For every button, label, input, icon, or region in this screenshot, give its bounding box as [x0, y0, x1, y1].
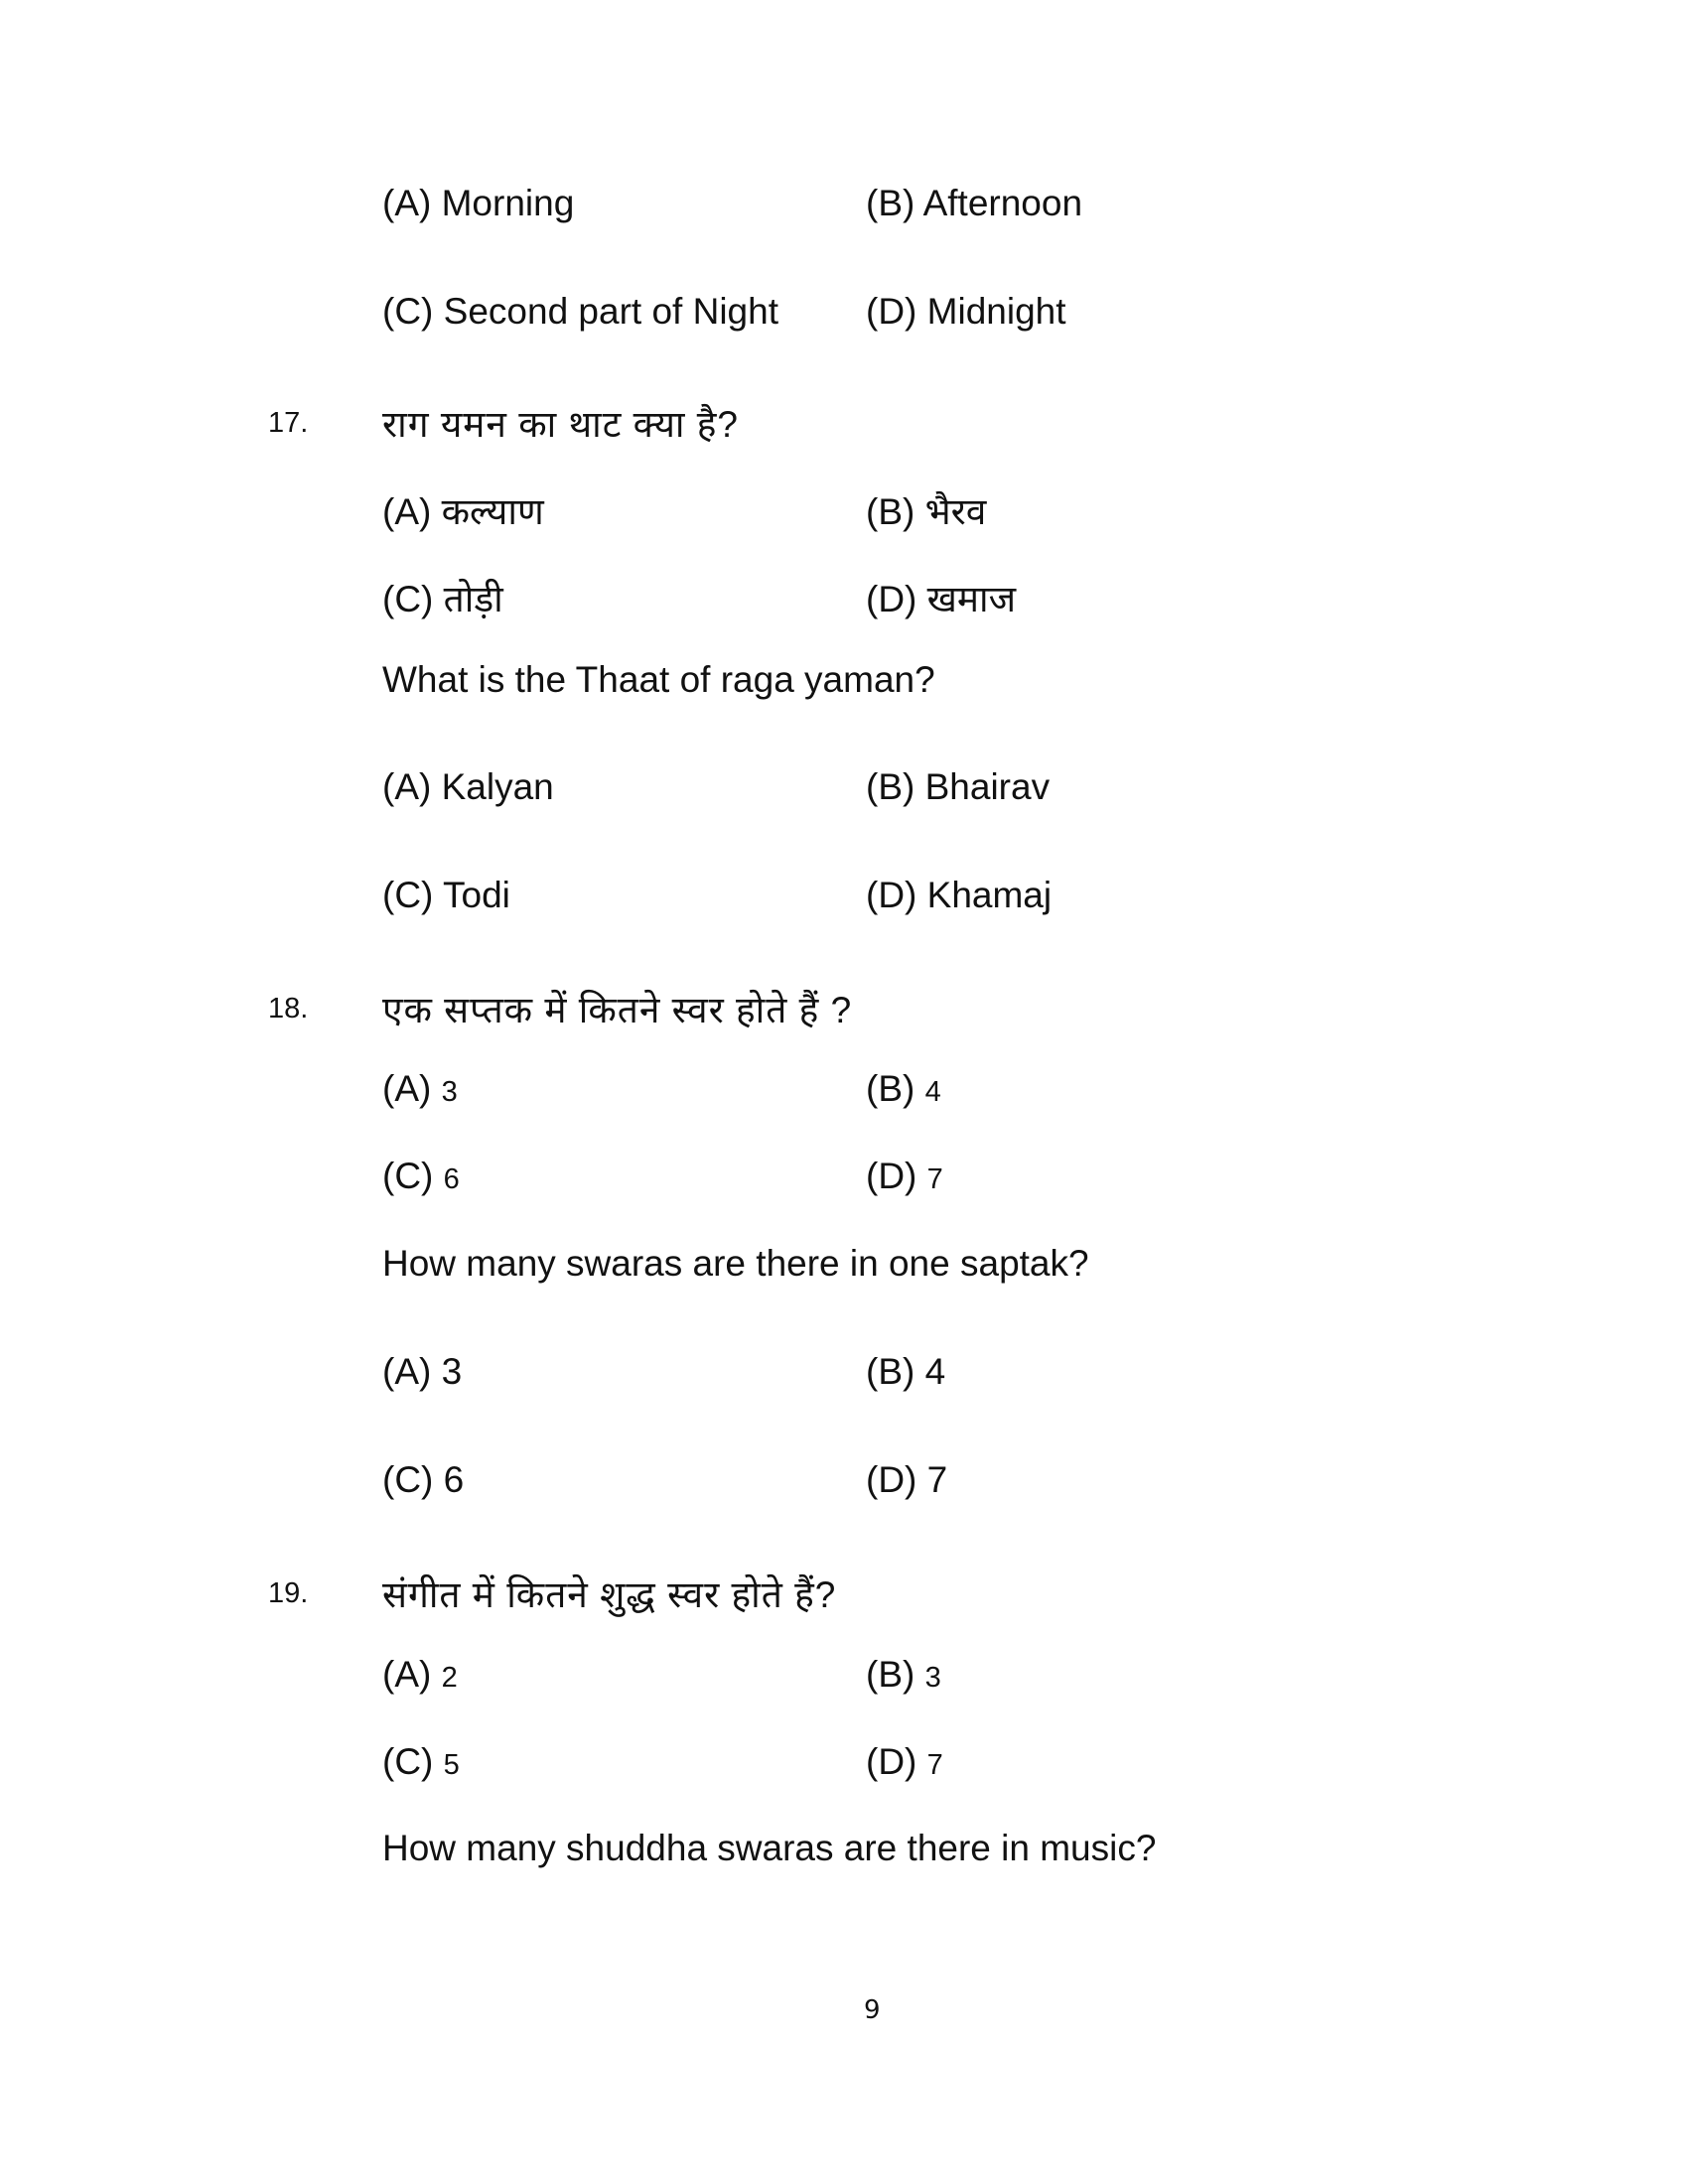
option-text: Afternoon: [922, 183, 1083, 223]
option-text: Midnight: [926, 291, 1066, 332]
option-text: Bhairav: [924, 766, 1051, 807]
option-c-hindi: [382, 1156, 460, 1197]
option-label: (B): [866, 491, 915, 532]
option-text: 4: [924, 1351, 946, 1392]
option-d-english: [866, 875, 1052, 916]
question-english: What is the Thaat of raga yaman?: [382, 659, 935, 700]
option-text: 7: [926, 1163, 943, 1195]
option-text: 3: [441, 1351, 463, 1392]
option-text: तोड़ी: [443, 579, 503, 619]
question-hindi: संगीत में कितने शुद्ध स्वर होते हैं?: [382, 1574, 837, 1615]
option-b-hindi: [866, 484, 986, 535]
option-text: 4: [924, 1076, 941, 1108]
option-label: (B): [866, 183, 915, 223]
option-text: भैरव: [924, 491, 987, 532]
option-c-hindi: [382, 572, 503, 622]
question-number: 18.: [268, 993, 309, 1024]
option-text: Morning: [441, 183, 575, 223]
option-label: (A): [382, 491, 432, 532]
option-text: Todi: [443, 875, 510, 915]
option-b-hindi: [866, 1654, 941, 1696]
option-text: Second part of Night: [443, 291, 778, 332]
option-d-hindi: [866, 1156, 943, 1197]
option-label: (C): [382, 1156, 434, 1196]
q16-option-c: [382, 291, 778, 333]
option-a-english: [382, 766, 554, 808]
option-d-english: [866, 1459, 947, 1501]
option-label: (D): [866, 1741, 917, 1782]
option-text: 3: [441, 1076, 458, 1108]
question-english: How many swaras are there in one saptak?: [382, 1243, 1089, 1284]
page-number: 9: [864, 1995, 881, 2025]
option-text: 7: [926, 1459, 948, 1500]
question-hindi: राग यमन का थाट क्या है?: [382, 404, 740, 445]
option-text: 3: [924, 1662, 941, 1694]
option-label: (C): [382, 1459, 434, 1500]
option-label: (A): [382, 183, 432, 223]
option-text: 7: [926, 1749, 943, 1781]
option-b-english: [866, 766, 1050, 808]
q16-option-d: [866, 291, 1066, 333]
option-c-english: [382, 875, 510, 916]
option-label: (A): [382, 766, 432, 807]
option-b-hindi: [866, 1068, 941, 1110]
option-label: (C): [382, 875, 434, 915]
option-b-english: [866, 1351, 945, 1393]
option-text: खमाज: [926, 579, 1017, 619]
option-label: (C): [382, 291, 434, 332]
question-number: 19.: [268, 1577, 309, 1609]
option-label: (D): [866, 1156, 917, 1196]
option-label: (D): [866, 291, 917, 332]
question-hindi: एक सप्तक में कितने स्वर होते हैं ?: [382, 990, 853, 1030]
option-label: (A): [382, 1351, 432, 1392]
q16-option-b: [866, 183, 1082, 224]
option-label: (A): [382, 1654, 432, 1695]
option-text: Kalyan: [441, 766, 554, 807]
option-text: 6: [443, 1459, 465, 1500]
option-a-english: [382, 1351, 462, 1393]
option-label: (C): [382, 1741, 434, 1782]
option-c-hindi: [382, 1741, 460, 1783]
option-a-hindi: [382, 484, 544, 535]
question-english: How many shuddha swaras are there in music?: [382, 1828, 1157, 1868]
option-text: 5: [443, 1749, 460, 1781]
option-label: (B): [866, 766, 915, 807]
option-d-hindi: [866, 572, 1016, 622]
option-text: 2: [441, 1662, 458, 1694]
option-text: कल्याण: [441, 491, 544, 532]
option-a-hindi: [382, 1068, 458, 1110]
option-label: (B): [866, 1654, 915, 1695]
option-text: 6: [443, 1163, 460, 1195]
option-label: (A): [382, 1068, 432, 1109]
question-number: 17.: [268, 407, 309, 439]
q16-option-a: [382, 183, 574, 224]
option-label: (D): [866, 875, 917, 915]
option-a-hindi: [382, 1654, 458, 1696]
option-label: (D): [866, 1459, 917, 1500]
option-label: (B): [866, 1068, 915, 1109]
option-label: (D): [866, 579, 917, 619]
option-c-english: [382, 1459, 464, 1501]
option-text: Khamaj: [926, 875, 1053, 915]
option-d-hindi: [866, 1741, 943, 1783]
option-label: (B): [866, 1351, 915, 1392]
option-label: (C): [382, 579, 434, 619]
